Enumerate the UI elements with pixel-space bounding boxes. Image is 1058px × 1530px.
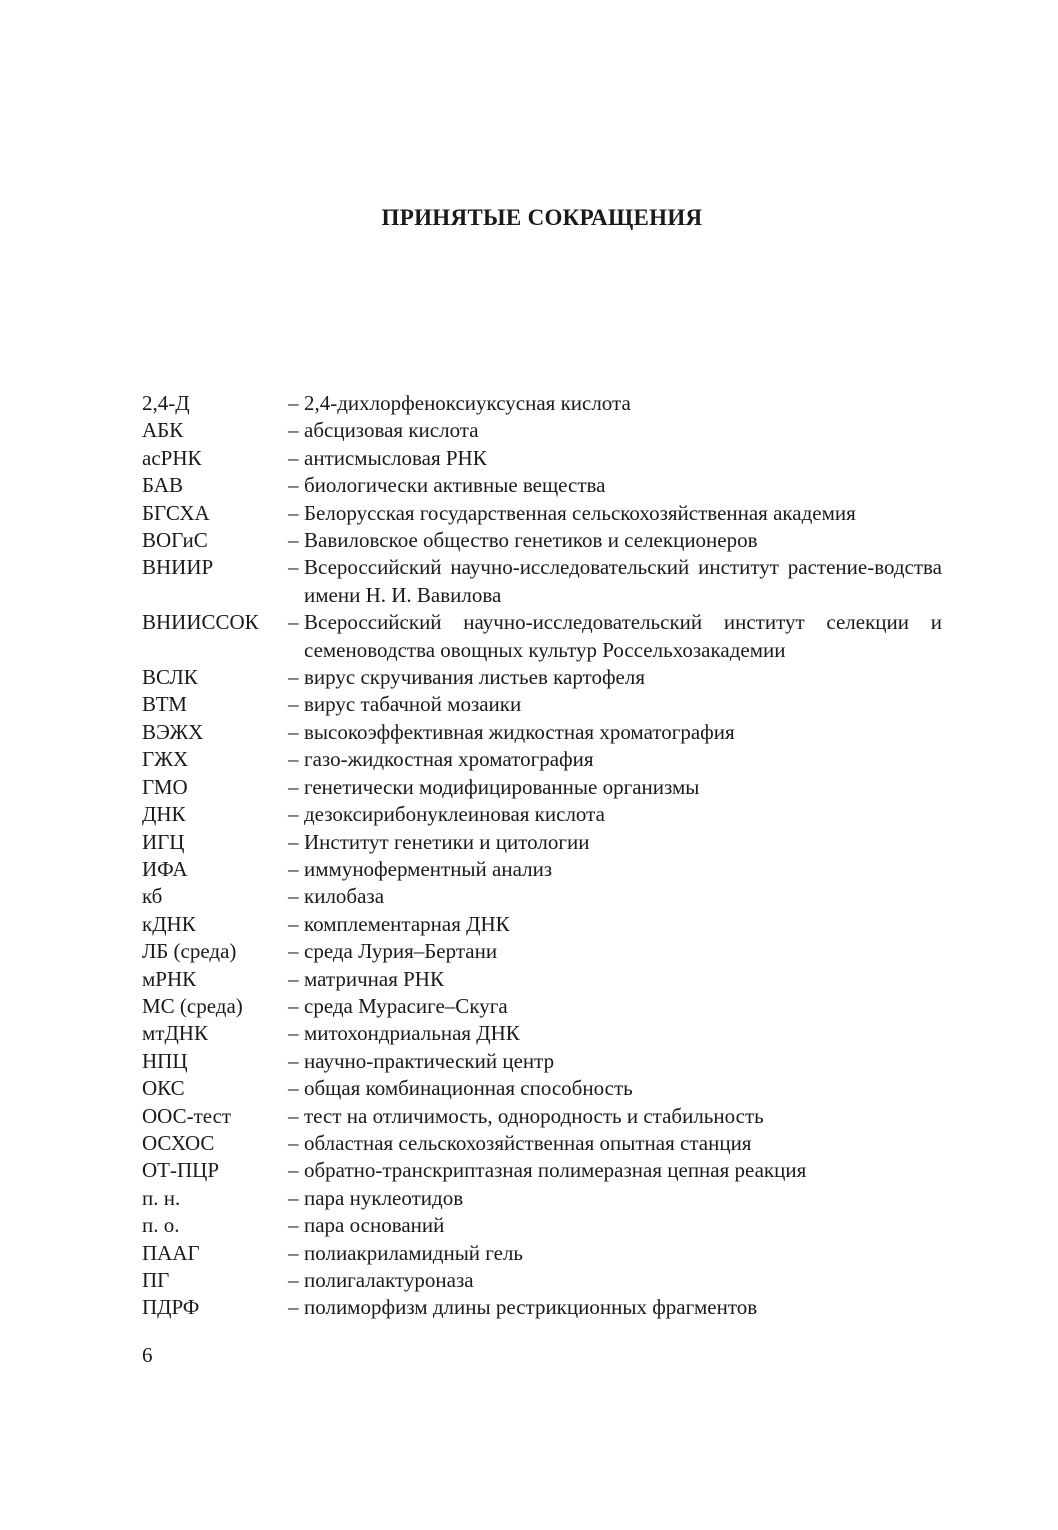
dash: – <box>288 1048 299 1073</box>
dash: – <box>288 500 299 525</box>
list-item <box>142 1212 942 1239</box>
definition: Вавиловское общество генетиков и селекционеров <box>304 528 758 553</box>
dash: – <box>288 1021 299 1046</box>
abbreviation: ОКС <box>142 1076 185 1101</box>
dash: – <box>288 665 299 690</box>
list-item <box>142 1240 942 1267</box>
list-item <box>142 801 942 828</box>
definition: полиакриламидный гель <box>304 1240 524 1265</box>
abbreviation: АБК <box>142 418 184 443</box>
definition: абсцизовая кислота <box>304 418 479 443</box>
definition: килобаза <box>304 884 385 909</box>
list-item <box>142 966 942 993</box>
definition: иммуноферментный анализ <box>304 856 553 881</box>
definition: научно-практический центр <box>304 1048 555 1073</box>
list-item <box>142 500 942 527</box>
list-item <box>142 554 942 609</box>
list-item <box>142 1157 942 1184</box>
dash: – <box>288 1185 299 1210</box>
dash: – <box>288 884 299 909</box>
definition: вирус скручивания листьев картофеля <box>304 665 646 690</box>
dash: – <box>288 829 299 854</box>
abbreviation: п. н. <box>142 1185 181 1210</box>
definition: биологически активные вещества <box>304 473 606 498</box>
abbreviation: ВОГиС <box>142 528 208 553</box>
list-item <box>142 883 942 910</box>
definition: антисмысловая РНК <box>304 445 487 470</box>
abbreviation: ВНИИССОК <box>142 610 259 635</box>
dash: – <box>288 993 299 1018</box>
abbreviation: ПГ <box>142 1268 170 1292</box>
abbreviation: ВТМ <box>142 692 187 717</box>
abbreviation: ВЭЖХ <box>142 719 204 744</box>
dash: – <box>288 692 299 717</box>
dash: – <box>288 555 299 580</box>
dash: – <box>288 610 299 635</box>
definition: матричная РНК <box>304 966 444 991</box>
list-item <box>142 691 942 718</box>
definition: Институт генетики и цитологии <box>304 829 590 854</box>
list-item <box>142 1267 942 1294</box>
dash: – <box>288 719 299 744</box>
list-item <box>142 856 942 883</box>
definition: газо-жидкостная хроматография <box>304 747 594 772</box>
abbreviation: мтДНК <box>142 1021 208 1046</box>
abbreviation: мРНК <box>142 966 197 991</box>
definition: комплементарная ДНК <box>304 911 510 936</box>
dash: – <box>288 1076 299 1101</box>
definition: общая комбинационная способность <box>304 1076 633 1101</box>
abbreviation: ОСХОС <box>142 1130 215 1155</box>
abbreviation: ВСЛК <box>142 665 198 690</box>
dash: – <box>288 911 299 936</box>
list-item <box>142 472 942 499</box>
list-item <box>142 1048 942 1075</box>
list-item <box>142 774 942 801</box>
list-item <box>142 1075 942 1102</box>
definition: генетически модифицированные организмы <box>304 774 700 799</box>
abbreviation: БАВ <box>142 473 183 498</box>
dash: – <box>288 966 299 991</box>
abbreviation: БГСХА <box>142 500 210 525</box>
list-item <box>142 719 942 746</box>
abbreviation: асРНК <box>142 445 202 470</box>
abbreviation: ЛБ (среда) <box>142 939 237 964</box>
dash: – <box>288 1268 299 1292</box>
abbreviation: ПААГ <box>142 1240 200 1265</box>
abbreviation: ГМО <box>142 774 188 799</box>
page-number: 6 <box>142 1343 153 1367</box>
abbreviation: ГЖХ <box>142 747 189 772</box>
abbreviation: ДНК <box>142 802 186 827</box>
abbreviation: ИФА <box>142 856 188 881</box>
dash: – <box>288 1240 299 1265</box>
definition: обратно-транскриптазная полимеразная цепная реакция <box>304 1158 807 1183</box>
list-item <box>142 417 942 444</box>
definition: полигалактуроназа <box>304 1268 474 1292</box>
abbreviation: кб <box>142 884 163 909</box>
dash: – <box>288 802 299 827</box>
abbreviation: кДНК <box>142 911 196 936</box>
abbreviation: ВНИИР <box>142 555 214 580</box>
dash: – <box>288 1295 299 1320</box>
list-item <box>142 1103 942 1130</box>
dash: – <box>288 856 299 881</box>
dash: – <box>288 1213 299 1238</box>
definition: Всероссийский научно-исследовательский институт растение-водства имени Н. И. Вавилова <box>304 555 942 607</box>
abbreviation: ИГЦ <box>142 829 185 854</box>
list-item <box>142 527 942 554</box>
definition: среда Лурия–Бертани <box>304 939 498 964</box>
abbreviation: п. о. <box>142 1213 180 1238</box>
dash: – <box>288 939 299 964</box>
list-item <box>142 609 942 664</box>
dash: – <box>288 473 299 498</box>
abbreviation-list <box>142 390 942 1322</box>
abbreviation: НПЦ <box>142 1048 188 1073</box>
list-item <box>142 445 942 472</box>
list-item <box>142 1130 942 1157</box>
list-item <box>142 746 942 773</box>
abbreviation: ОТ-ПЦР <box>142 1158 219 1183</box>
dash: – <box>288 1103 299 1128</box>
dash: – <box>288 1158 299 1183</box>
abbreviation: МС (среда) <box>142 993 243 1018</box>
definition: дезоксирибонуклеиновая кислота <box>304 802 605 827</box>
definition: высокоэффективная жидкостная хроматография <box>304 719 735 744</box>
dash: – <box>288 445 299 470</box>
dash: – <box>288 774 299 799</box>
abbreviation: 2,4-Д <box>142 391 190 415</box>
list-item <box>142 1294 942 1321</box>
abbreviation: ПДРФ <box>142 1295 200 1320</box>
list-item <box>142 938 942 965</box>
dash: – <box>288 418 299 443</box>
list-item <box>142 1020 942 1047</box>
dash: – <box>288 391 299 415</box>
dash: – <box>288 747 299 772</box>
abbreviation: ООС-тест <box>142 1103 232 1128</box>
definition: Белорусская государственная сельскохозяйственная академия <box>304 500 856 525</box>
definition: вирус табачной мозаики <box>304 692 522 717</box>
definition: тест на отличимость, однородность и стабильность <box>304 1103 764 1128</box>
list-item <box>142 1185 942 1212</box>
definition: областная сельскохозяйственная опытная станция <box>304 1130 752 1155</box>
list-item <box>142 664 942 691</box>
definition: среда Мурасиге–Скуга <box>304 993 508 1018</box>
definition: пара нуклеотидов <box>304 1185 464 1210</box>
definition: Всероссийский научно-исследовательский институт селекции и семеноводства овощных культур Россельхозакадемии <box>304 610 942 662</box>
dash: – <box>288 528 299 553</box>
list-item <box>142 911 942 938</box>
definition: митохондриальная ДНК <box>304 1021 520 1046</box>
list-item <box>142 993 942 1020</box>
list-item <box>142 829 942 856</box>
definition: пара оснований <box>304 1213 445 1238</box>
dash: – <box>288 1130 299 1155</box>
list-item <box>142 390 942 417</box>
definition: полиморфизм длины рестрикционных фрагментов <box>304 1295 758 1320</box>
definition: 2,4-дихлорфеноксиуксусная кислота <box>304 391 631 415</box>
page-title: ПРИНЯТЫЕ СОКРАЩЕНИЯ <box>381 205 703 230</box>
